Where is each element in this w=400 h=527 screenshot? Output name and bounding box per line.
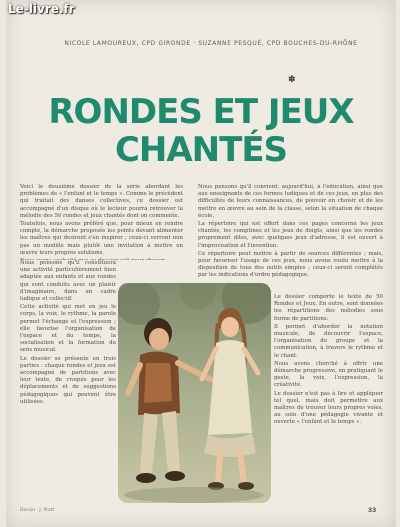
title-line-1: RONDES ET JEUX bbox=[48, 92, 354, 132]
paragraph: Le dossier n'est pas à lire et appliquer tel quel, mais doit permettre aux maîtres de trouver leurs propres voies, au sein d'une pédagogie vivante et ouverte « l'enfant et le temps ». bbox=[274, 390, 383, 426]
paragraph: Voici le deuxième dossier de la série abordant les problèmes de « l'enfant et le temps ». Comme le précédent qui traitait des danses collectives, ce dossier est accompagné d'un disque où le lecteur pourra retrouver la mélodie des 50 rondes et jeux chantés dont on commente. bbox=[20, 184, 183, 219]
title-line-2: CHANTÉS bbox=[114, 130, 288, 170]
column-left-side bbox=[20, 260, 116, 410]
page-number: 33 bbox=[368, 507, 377, 514]
paragraph: Nous pensons qu'il convient, aujourd'hui, à l'éducation, ainsi que aux enseignants de ces formes ludiques et de ces jeux, en plus des difficultés de leurs connaissances, de pouvoir en choisir et de les mettre en œuvre au sein de la classe, selon la situation de chaque école. bbox=[198, 184, 383, 219]
paragraph: Le dossier se présente en trois parties : chaque rondes et jeux est accompagné de partitions avec leur texte, de croquis pour les déplacements et de suggestions pédagogiques qui peuvent être utilisées. bbox=[20, 355, 116, 405]
photo-credit: Dessin : J. Pratt bbox=[20, 508, 55, 513]
column-left-top bbox=[20, 184, 183, 260]
author-byline: NICOLE LAMOUREUX, CPD GIRONDE · SUZANNE PESQUÉ, CPD BOUCHES-DU-RHÔNE bbox=[64, 40, 358, 47]
paragraph: Il permet d'aborder la notation musicale, de découvrir l'espace, l'organisation du groupe et la communication, à travers le rythme et le chant. bbox=[274, 323, 383, 359]
column-right-side bbox=[274, 294, 383, 474]
asterisk-mark: ✽ bbox=[288, 75, 296, 85]
watermark: Le-livre.fr bbox=[8, 2, 75, 16]
magazine-page bbox=[6, 0, 396, 527]
paragraph: Le dossier comporte le texte de 50 Rondes et Jeux. En outre, sont données les répartitions des mélodies sous forme de partitions. bbox=[274, 294, 383, 322]
paragraph: Toutefois, nous avons préféré que, pour mieux en rendre compte, la démarche proposée les points devant alimenter les maîtres qui desirent s'en inspirer ; ceux-ci verront non pas un modèle mais plutôt une invitation à mettre en œuvre leurs propres solutions. bbox=[20, 221, 183, 256]
paragraph: Nous avons cherché à offrir une démarche progressive, en pratiquant le geste, la voix, l'expression, la créativité. bbox=[274, 360, 383, 389]
paragraph: Nous pensons qu'il constituera une activité particulièrement bien adaptée aux enfants et aux rondes qui sont conduits avec un plaisir d'imaginaire, dans un cadre ludique et collectif. bbox=[20, 260, 116, 303]
paragraph: Cette activité qui met en jeu le corps, la voix, le rythme, la parole permet l'échange et l'expression ; elle favorise l'organisation de l'espace et du temps, la socialisation et la formation du sens musical. bbox=[20, 304, 116, 354]
photo-illustration bbox=[118, 283, 271, 503]
paragraph: La répertoire qui est offert dans ces pages concerne les jeux chantés, les comptines et les jeux de doigts, ainsi que les rondes proprement dites, avec quelques jeux d'adresse, il est ouvert à l'improvisation et l'invention. bbox=[198, 221, 383, 249]
column-right-top bbox=[198, 184, 383, 294]
children-dancing-photo bbox=[118, 283, 271, 503]
paragraph: Ce répertoire peut mettre à partir de sources différentes ; mais, pour favoriser l'usage de ces jeux, nous avons voulu mettre à la disposition de tous des outils simples ; ceux-ci seront complétés par les indications d'ordre pédagogique. bbox=[198, 250, 383, 279]
